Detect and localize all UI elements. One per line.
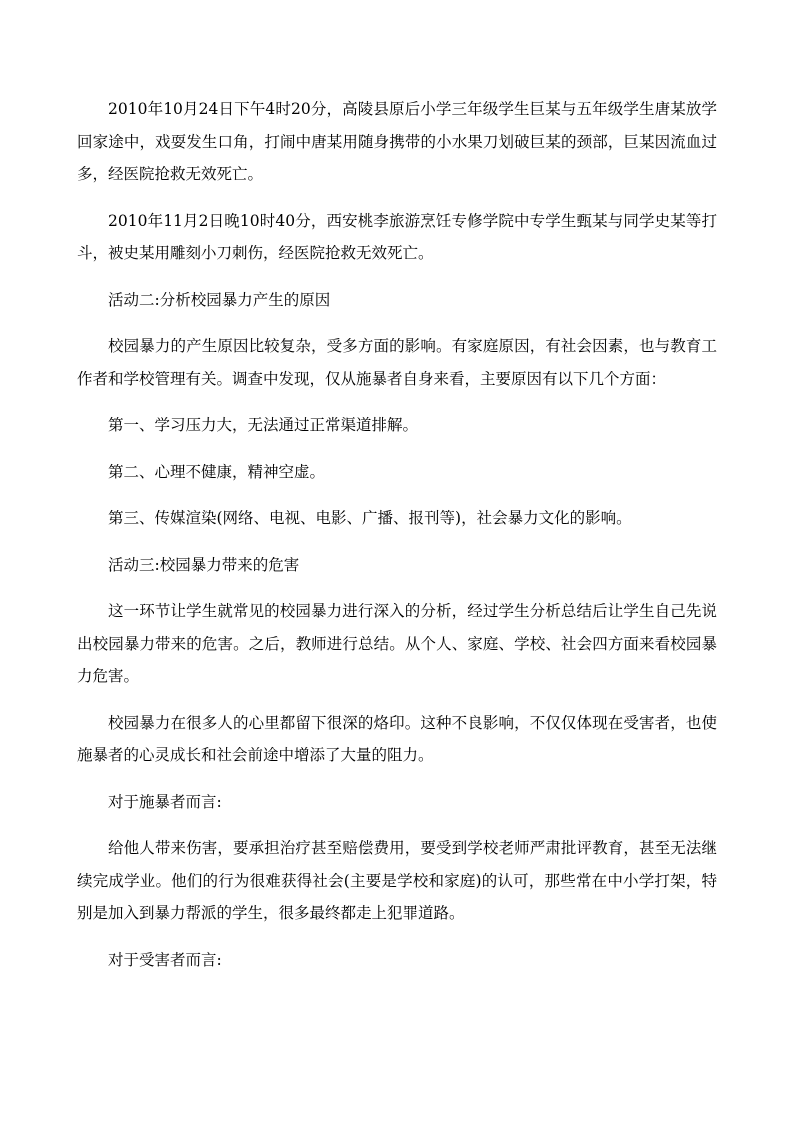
heading-activity-3: 活动三:校园暴力带来的危害 (108, 555, 300, 574)
paragraph-causes-intro: 校园暴力的产生原因比较复杂，受多方面的影响。有家庭原因，有社会因素，也与教育工作者和学校管理有关。调查中发现，仅从施暴者自身来看，主要原因有以下几个方面： (77, 337, 717, 388)
paragraph-case-2: 2010年11月2日晚10时40分，西安桃李旅游烹饪专修学院中专学生甄某与同学史某等打斗，被史某用雕刻小刀刺伤，经医院抢救无效死亡。 (77, 211, 717, 262)
heading-for-victims: 对于受害者而言: (108, 950, 222, 969)
paragraph-perpetrator-harm: 给他人带来伤害，要承担治疗甚至赔偿费用，要受到学校老师严肃批评教育，甚至无法继续完成学业。他们的行为很难获得社会(主要是学校和家庭)的认可，那些常在中小学打架，特别是加入到暴力帮派的学生，很多最终都走上犯罪道路。 (77, 839, 717, 922)
paragraph-cause-1: 第一、学习压力大，无法通过正常渠道排解。 (108, 416, 419, 434)
document-body (77, 93, 717, 990)
heading-activity-2: 活动二:分析校园暴力产生的原因 (108, 290, 331, 309)
paragraph-harm-impact: 校园暴力在很多人的心里都留下很深的烙印。这种不良影响，不仅仅体现在受害者，也使施暴者的心灵成长和社会前途中增添了大量的阻力。 (77, 713, 717, 764)
heading-for-perpetrators: 对于施暴者而言: (108, 792, 222, 811)
paragraph-harm-intro: 这一环节让学生就常见的校园暴力进行深入的分析，经过学生分析总结后让学生自己先说出校园暴力带来的危害。之后，教师进行总结。从个人、家庭、学校、社会四方面来看校园暴力危害。 (77, 602, 717, 685)
paragraph-case-1: 2010年10月24日下午4时20分，高陵县原后小学三年级学生巨某与五年级学生唐某放学回家途中，戏耍发生口角，打闹中唐某用随身携带的小水果刀划破巨某的颈部，巨某因流血过多，经医院抢救无效死亡。 (77, 100, 717, 183)
paragraph-cause-2: 第二、心理不健康，精神空虚。 (108, 462, 326, 481)
paragraph-cause-3: 第三、传媒渲染(网络、电视、电影、广播、报刊等)，社会暴力文化的影响。 (108, 509, 632, 527)
